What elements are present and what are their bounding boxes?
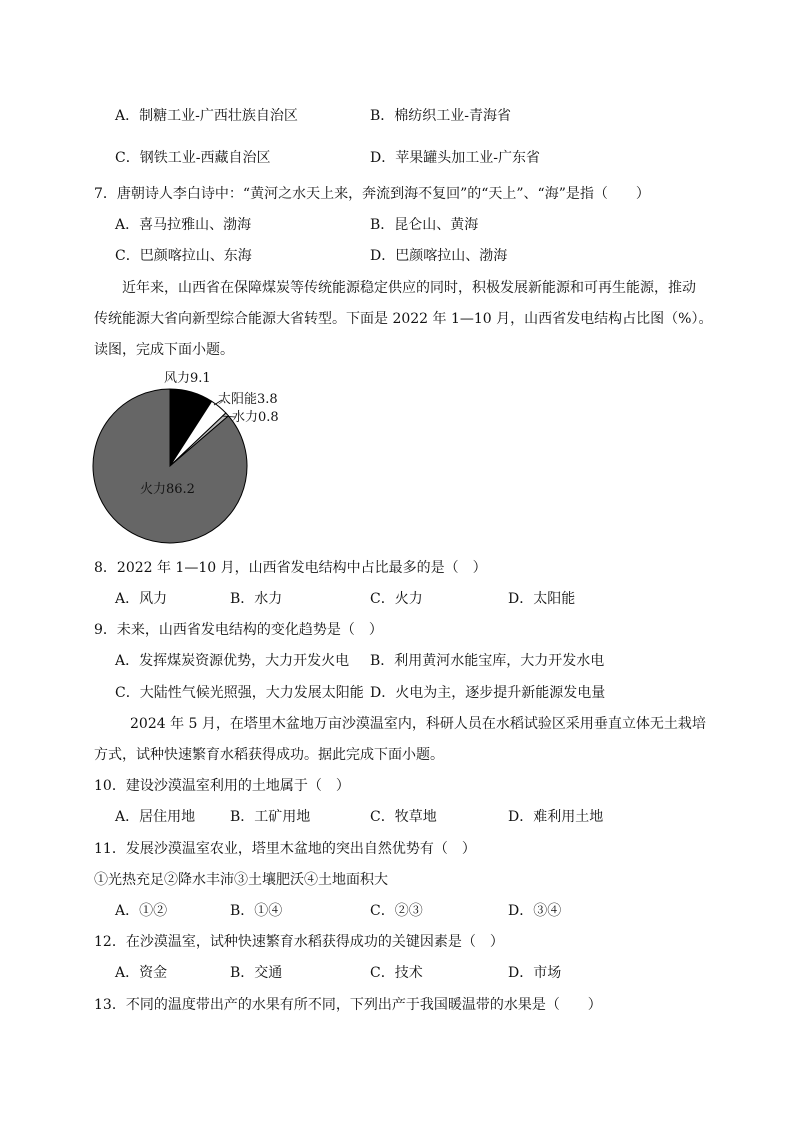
q10-option-c: C．牧草地 [370, 809, 437, 825]
q9-option-d: D．火电为主，逐步提升新能源发电量 [370, 685, 606, 701]
q9-option-c: C．大陆性气候光照强，大力发展太阳能 [115, 685, 364, 701]
q6-option-c: C．钢铁工业-西藏自治区 [115, 150, 271, 166]
q10-option-b: B．工矿用地 [230, 809, 311, 825]
q9-option-b: B．利用黄河水能宝库，大力开发水电 [370, 653, 605, 669]
q12-option-b: B．交通 [230, 965, 283, 981]
q9-option-a: A．发挥煤炭资源优势，大力开发火电 [115, 653, 350, 669]
q7-option-b: B．昆仑山、黄海 [370, 217, 479, 233]
q8-option-c: C．火力 [370, 591, 423, 607]
q10-option-a: A．居住用地 [115, 809, 196, 825]
q6-option-d: D．苹果罐头加工业-广东省 [370, 150, 540, 166]
power-structure-pie-chart [80, 360, 300, 560]
q11-option-d: D．③④ [508, 903, 562, 919]
q7-option-a: A．喜马拉雅山、渤海 [115, 217, 252, 233]
pie-label-wind: 风力9.1 [164, 371, 211, 386]
passage2-line-1: 2024 年 5 月，在塔里木盆地万亩沙漠温室内，科研人员在水稻试验区采用垂直立体无土栽培 [130, 716, 706, 732]
q12-option-c: C．技术 [370, 965, 423, 981]
q7-stem: 7．唐朝诗人李白诗中：“黄河之水天上来，奔流到海不复回”的“天上”、“海”是指（ ） [94, 186, 650, 202]
q12-stem: 12．在沙漠温室，试种快速繁育水稻获得成功的关键因素是（ ） [94, 934, 504, 950]
pie-label-hydro: 水力0.8 [232, 410, 279, 425]
q6-option-b: B．棉纺织工业-青海省 [370, 108, 512, 124]
pie-slices [93, 389, 247, 543]
q8-option-b: B．水力 [230, 591, 283, 607]
q8-stem: 8．2022 年 1—10 月，山西省发电结构中占比最多的是（ ） [94, 560, 487, 576]
q11-stem: 11．发展沙漠温室农业，塔里木盆地的突出自然优势有（ ） [94, 841, 476, 857]
q11-option-b: B．①④ [230, 903, 283, 919]
passage1-line-3: 读图，完成下面小题。 [94, 342, 234, 358]
q8-option-d: D．太阳能 [508, 591, 576, 607]
pie-label-solar: 太阳能3.8 [218, 392, 278, 407]
q7-option-c: C．巴颜喀拉山、东海 [115, 248, 252, 264]
q11-option-c: C．②③ [370, 903, 423, 919]
q10-option-d: D．难利用土地 [508, 809, 604, 825]
q12-option-a: A．资金 [115, 965, 168, 981]
q7-option-d: D．巴颜喀拉山、渤海 [370, 248, 508, 264]
q8-option-a: A．风力 [115, 591, 168, 607]
passage2-line-2: 方式，试种快速繁育水稻获得成功。据此完成下面小题。 [94, 747, 444, 763]
pie-label-thermal: 火力86.2 [140, 482, 195, 497]
passage1-line-2: 传统能源大省向新型综合能源大省转型。下面是 2022 年 1—10 月，山西省发电结构占比图（%）。 [94, 311, 713, 327]
q11-option-a: A．①② [115, 903, 168, 919]
passage1-line-1: 近年来，山西省在保障煤炭等传统能源稳定供应的同时，积极发展新能源和可再生能源，推动 [122, 280, 696, 296]
pie-chart-svg [80, 360, 300, 560]
q12-option-d: D．市场 [508, 965, 562, 981]
q11-statements: ①光热充足②降水丰沛③土壤肥沃④土地面积大 [94, 872, 388, 888]
q13-stem: 13．不同的温度带出产的水果有所不同，下列出产于我国暖温带的水果是（ ） [94, 997, 602, 1013]
q10-stem: 10．建设沙漠温室利用的土地属于（ ） [94, 778, 350, 794]
q9-stem: 9．未来，山西省发电结构的变化趋势是（ ） [94, 622, 383, 638]
q6-option-a: A．制糖工业-广西壮族自治区 [115, 108, 298, 124]
